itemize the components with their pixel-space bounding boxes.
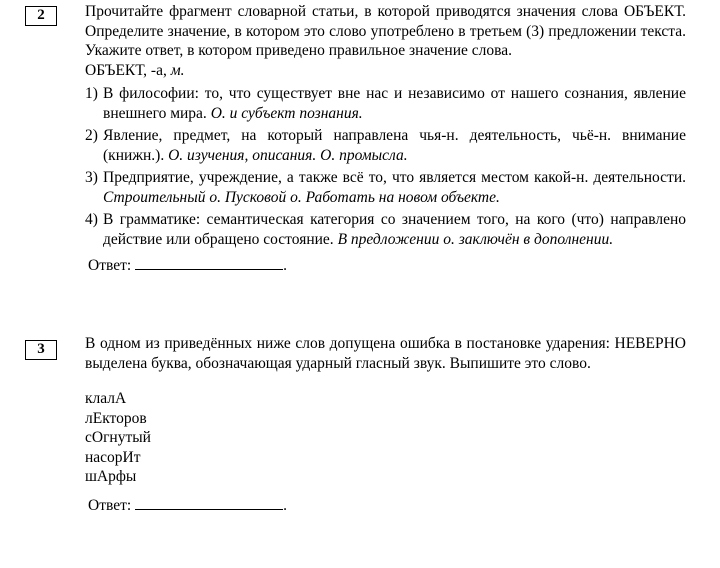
word-item: насорИт: [85, 448, 141, 466]
word-item: сОгнутый: [85, 429, 151, 446]
dictionary-headword: [85, 61, 686, 81]
task-instruction: Прочитайте фрагмент словарной статьи, в которой приводятся значения слова ОБЪЕКТ. Определите значение, в котором это слово употреблено в третьем (3) предложении текста. Укажите ответ, в котором приведено правильное значение слова.: [85, 3, 686, 59]
definition-example: О. и субъект познания.: [210, 104, 363, 122]
task-body: [85, 2, 686, 276]
task-body: [85, 334, 686, 515]
definition-text: Явление, предмет, на который направлена чья-н. деятельность, чьё-н. внимание (книжн.).: [103, 127, 686, 164]
answer-line: [85, 255, 686, 276]
definition-text: В грамматике: семантическая категория со значением того, на кого (что) направлено действие или обращено состояние.: [103, 211, 686, 248]
word-item: шАрфы: [85, 468, 137, 485]
answer-line: [85, 495, 686, 516]
task-number-box: 3: [25, 340, 57, 360]
answer-blank[interactable]: [135, 255, 283, 270]
definition-text: Предприятие, учреждение, а также всё то, что является местом какой-н. деятельности.: [103, 169, 686, 186]
answer-blank[interactable]: [135, 495, 283, 510]
definition-example: Строительный о. Пусковой о. Работать на новом объекте.: [103, 188, 500, 206]
word-list: [85, 389, 686, 487]
definition-number: 3): [85, 169, 98, 186]
definition-number: 2): [85, 127, 98, 144]
answer-end: .: [283, 257, 288, 274]
task-instruction: В одном из приведённых ниже слов допущена ошибка в постановке ударения: НЕВЕРНО выделена буква, обозначающая ударный гласный звук. Выпишите это слово.: [85, 335, 686, 372]
definition-example: О. изучения, описания. О. промысла.: [168, 146, 408, 164]
word-item: лЕкторов: [85, 409, 147, 427]
definition-item: [85, 84, 686, 123]
answer-end: .: [283, 496, 288, 514]
definition-list: [85, 84, 686, 249]
word-item: клалА: [85, 390, 127, 407]
answer-label: Ответ:: [88, 257, 132, 274]
definition-number: 4): [85, 211, 98, 228]
task-number-box: 2: [25, 6, 57, 26]
headword-text: ОБЪЕКТ, -а,: [85, 61, 171, 79]
definition-example: В предложении о. заключён в дополнении.: [337, 230, 614, 248]
definition-item: [85, 210, 686, 249]
gender-mark: м.: [170, 61, 185, 79]
definition-number: 1): [85, 85, 98, 102]
definition-item: [85, 126, 686, 165]
definition-text: В философии: то, что существует вне нас и независимо от нашего сознания, явление внешнего мира.: [103, 85, 686, 122]
definition-item: [85, 168, 686, 207]
answer-label: Ответ:: [88, 496, 132, 514]
